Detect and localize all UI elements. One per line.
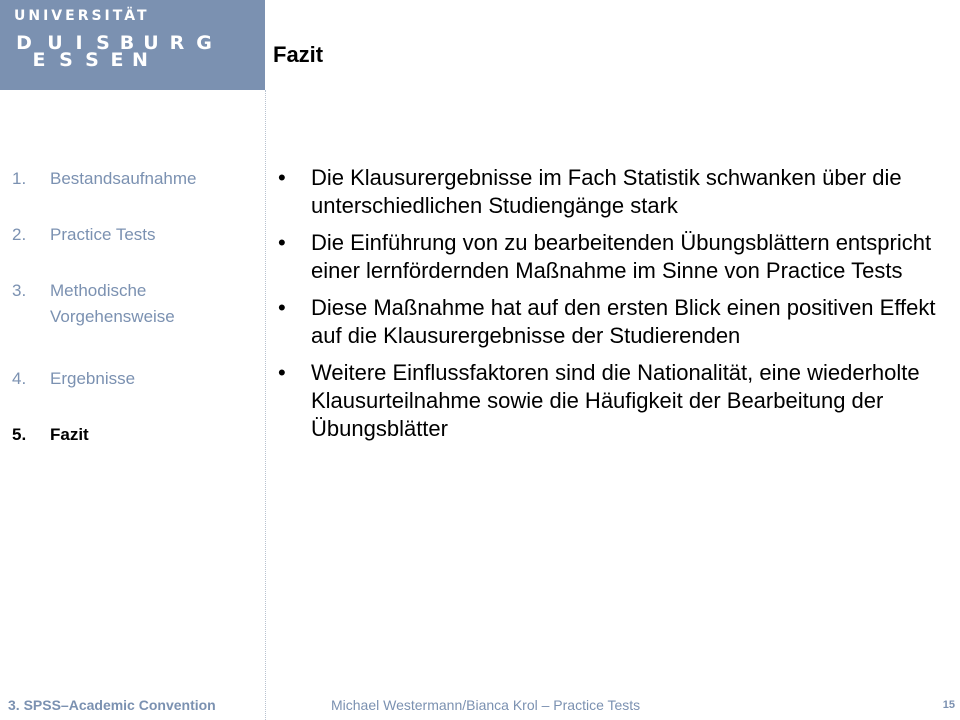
bullet-text: Diese Maßnahme hat auf den ersten Blick einen positiven Effekt auf die Klausurergebnisse der Studierenden <box>311 295 936 348</box>
logo-letter: N <box>132 49 148 71</box>
bullet-item <box>272 294 942 350</box>
logo-letter: D <box>16 32 32 54</box>
logo-letter: U <box>143 32 159 54</box>
bullet-item <box>272 164 942 220</box>
nav-item-label: Practice Tests <box>50 225 156 244</box>
nav-item-label: Methodische Vorgehensweise <box>50 281 175 326</box>
bullet-dot: • <box>278 165 286 190</box>
logo-letter: E <box>110 49 124 71</box>
footer-authors: Michael Westermann/Bianca Krol – Practice Tests <box>331 697 641 713</box>
logo-top-text: UNIVERSITÄT <box>14 8 150 24</box>
footer-event-name: 3. SPSS–Academic Convention <box>8 697 216 713</box>
nav-item-label: Fazit <box>50 425 89 444</box>
logo-letter: R <box>169 32 185 54</box>
logo-letter: U <box>47 32 63 54</box>
bullet-dot: • <box>278 230 286 255</box>
bullet-item <box>272 359 942 443</box>
sidebar-divider <box>265 90 266 720</box>
bullet-text: Die Einführung von zu bearbeitenden Übungsblättern entspricht einer lernfördernden Maßnahme im Sinne von Practice Tests <box>311 230 932 283</box>
nav-item-number: 4. <box>12 369 27 388</box>
logo-letter: S <box>85 49 99 71</box>
content-bullet-list <box>272 164 942 452</box>
page-number: 15 <box>942 699 955 711</box>
nav-item-label: Ergebnisse <box>50 369 136 388</box>
bullet-text: Weitere Einflussfaktoren sind die Nationalität, eine wiederholte Klausurteilnahme sowie die Häufigkeit der Bearbeitung der Übungsblätter <box>311 360 920 441</box>
logo-letter: S <box>96 32 110 54</box>
nav-item-number: 1. <box>12 169 27 188</box>
bullet-dot: • <box>278 360 286 385</box>
university-logo <box>0 0 265 90</box>
nav-item-label: Bestandsaufnahme <box>50 169 197 188</box>
logo-letter: E <box>32 49 46 71</box>
bullet-dot: • <box>278 295 286 320</box>
bullet-item <box>272 229 942 285</box>
nav-item-number: 5. <box>12 425 27 444</box>
nav-item-number: 3. <box>12 281 27 300</box>
slide-title: Fazit <box>273 42 324 67</box>
nav-item-number: 2. <box>12 225 27 244</box>
bullet-text: Die Klausurergebnisse im Fach Statistik schwanken über die unterschiedlichen Studiengänge stark <box>311 165 902 218</box>
logo-letter: B <box>119 32 135 54</box>
logo-letter: I <box>75 32 83 54</box>
logo-letter: S <box>59 49 73 71</box>
logo-letter: G <box>196 32 212 54</box>
